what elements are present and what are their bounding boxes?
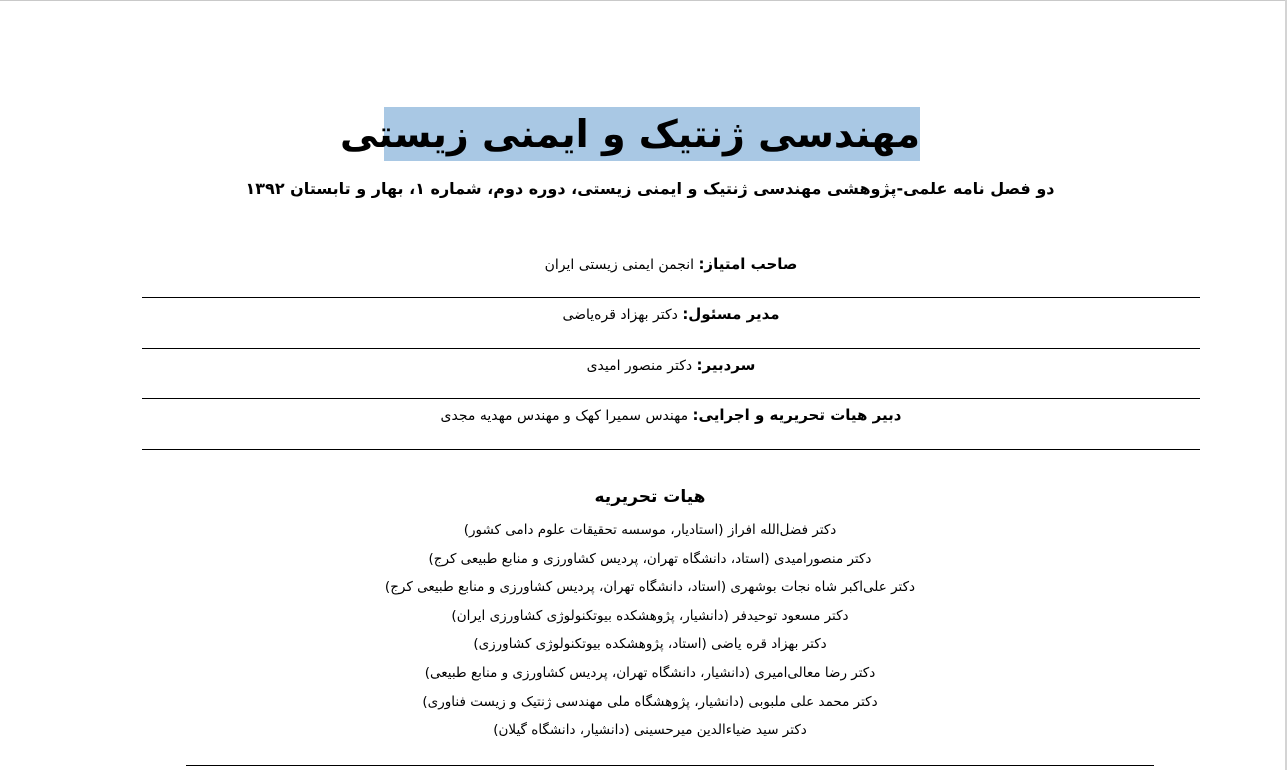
editorial-board-list <box>300 516 1000 745</box>
divider-line <box>142 297 1200 298</box>
publisher-label: صاحب امتیاز: <box>698 255 798 273</box>
divider-line <box>142 449 1200 450</box>
divider-line <box>142 348 1200 349</box>
board-member: دکتر فضل‌الله افراز (استادیار، موسسه تحقیقات علوم دامی کشور) <box>463 522 837 538</box>
publisher-row <box>142 252 1200 277</box>
executive-secretary-value: مهندس سمیرا کهک و مهندس مهدیه مجدی <box>440 408 693 424</box>
editor-in-chief-value: دکتر منصور امیدی <box>586 358 697 374</box>
publisher-value: انجمن ایمنی زیستی ایران <box>544 257 699 273</box>
divider-line <box>142 398 1200 399</box>
journal-title[interactable]: مهندسی ژنتیک و ایمنی زیستی <box>384 107 920 161</box>
board-member: دکتر محمد علی ملبوبی (دانشیار، پژوهشگاه ملی مهندسی ژنتیک و زیست فناوری) <box>422 693 878 710</box>
journal-subtitle: دو فصل نامه علمی-پژوهشی مهندسی ژنتیک و ایمنی زیستی، دوره دوم، شماره ۱، بهار و تابستان ۱۳۹۲ <box>245 179 1055 198</box>
board-member: دکتر منصورامیدی (استاد، دانشگاه تهران، پردیس کشاورزی و منابع طبیعی کرج) <box>428 550 872 567</box>
editor-in-chief-label: سردبیر: <box>696 356 756 374</box>
board-member: دکتر بهزاد قره یاضی (استاد، پژوهشکده بیوتکنولوژی کشاورزی) <box>473 636 827 653</box>
page-top-border <box>0 0 1287 1</box>
board-member: دکتر رضا معالی‌امیری (دانشیار، دانشگاه تهران، پردیس کشاورزی و منابع طبیعی) <box>424 664 876 681</box>
managing-director-label: مدیر مسئول: <box>682 305 780 323</box>
executive-secretary-label: دبیر هیات تحریریه و اجرایی: <box>692 406 902 424</box>
executive-secretary-row <box>142 403 1200 428</box>
bottom-divider-line <box>186 765 1154 766</box>
board-member: دکتر مسعود توحیدفر (دانشیار، پژوهشکده بیوتکنولوژی کشاورزی ایران) <box>451 607 849 624</box>
board-member: دکتر سید ضیاءالدین میرحسینی (دانشیار، دانشگاه گیلان) <box>493 722 807 739</box>
managing-director-value: دکتر بهزاد قره‌یاضی <box>562 307 683 323</box>
editorial-board-heading: هیات تحریریه <box>594 487 706 507</box>
editor-in-chief-row <box>142 353 1200 378</box>
board-member: دکتر علی‌اکبر شاه نجات بوشهری (استاد، دانشگاه تهران، پردیس کشاورزی و منابع طبیعی کرج) <box>384 579 916 596</box>
managing-director-row <box>142 302 1200 327</box>
